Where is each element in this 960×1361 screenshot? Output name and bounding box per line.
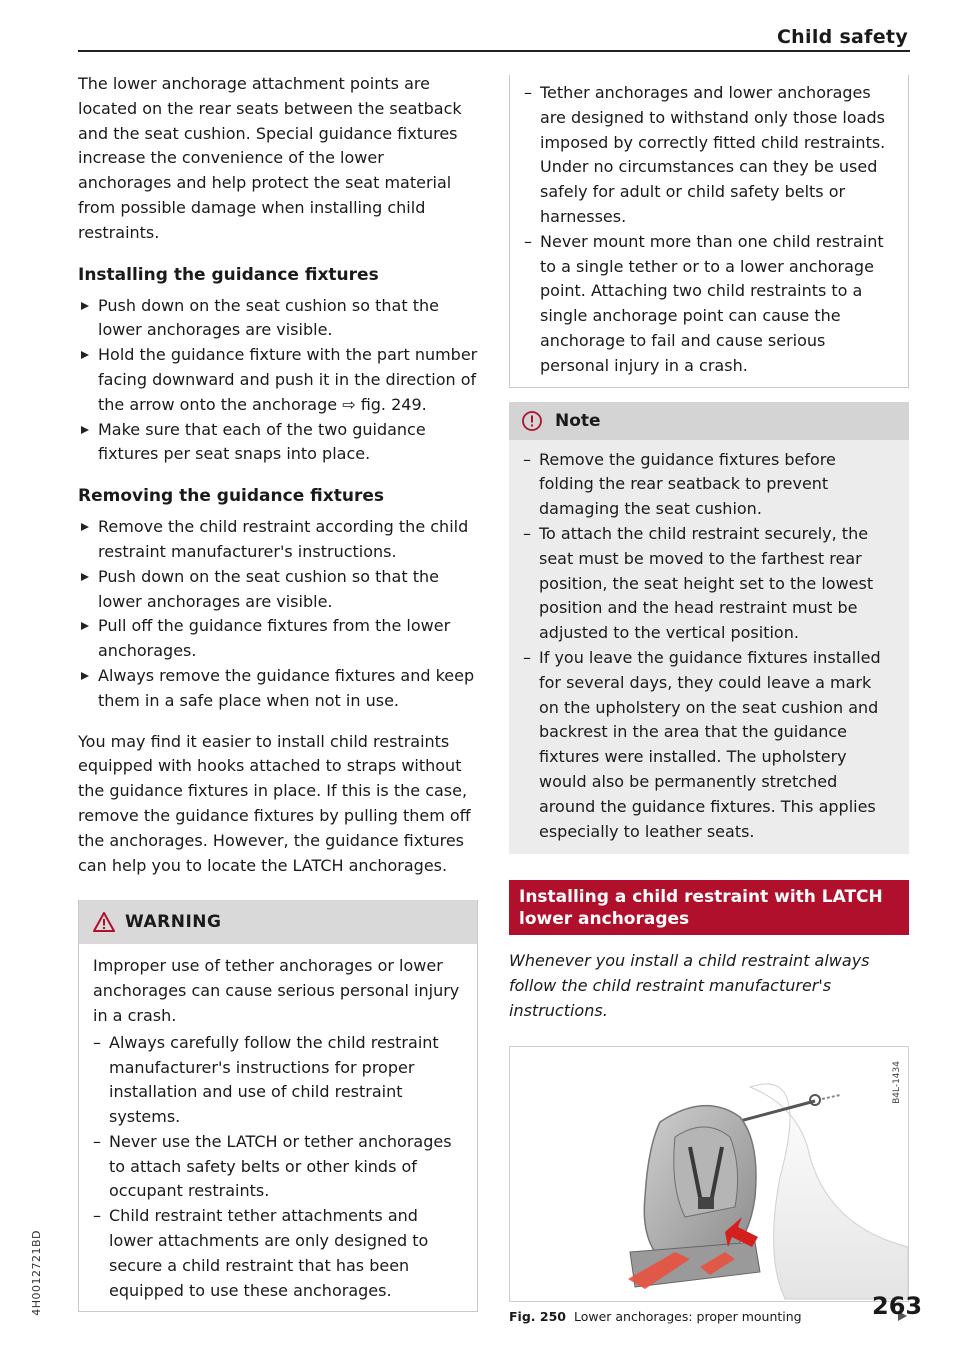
latch-paragraph: You may find it easier to install child restraints equipped with hooks attached to straps without the guidance fixtures in place. If this is the case, remove the guidance fixtures by pulling them off the anchorages. However, the guidance fixtures can help you to locate the LATCH anchorages.: [78, 731, 471, 875]
warning-triangle-icon: [93, 912, 115, 932]
step-item: Push down on the seat cushion so that the lower anchorages are visible.: [78, 565, 478, 615]
note-body: [509, 440, 909, 855]
warning-box: [78, 900, 478, 1312]
warning-item: – Tether anchorages and lower anchorages are designed to withstand only those loads imposed by correctly fitted child restraints. Under no circumstances can they be used safely for adult or child safety belts or harnesses.: [524, 81, 894, 230]
warning-list: [93, 1031, 463, 1304]
note-box: [509, 402, 909, 855]
warning-continued-box: [509, 75, 909, 388]
figure-250: [509, 1046, 909, 1302]
warning-header: [79, 900, 477, 944]
note-item: – To attach the child restraint securely, the seat must be moved to the farthest rear position, the seat height set to the lowest position and the head restraint must be adjusted to the vertical position.: [523, 522, 895, 646]
figure-label: Fig. 250: [509, 1308, 566, 1324]
section-intro: Whenever you install a child restraint always follow the child restraint manufacturer's instructions.: [509, 951, 870, 1020]
warning-title: WARNING: [125, 912, 222, 933]
removing-heading: Removing the guidance fixtures: [78, 486, 384, 507]
left-column: [78, 72, 478, 1312]
warning-item: – Never mount more than one child restraint to a single tether or to a lower anchorage point. Attaching two child restraints to a single anchorage point can cause the anchorage to fail and cause serious personal injury in a crash.: [524, 230, 894, 379]
step-item: Hold the guidance fixture with the part number facing downward and push it in the direction of the arrow onto the anchorage ⇨ fig. 249.: [78, 343, 478, 417]
document-code: 4H0012721BD: [30, 1230, 43, 1316]
note-circle-icon: [521, 410, 543, 432]
step-item: Always remove the guidance fixtures and keep them in a safe place when not in use.: [78, 664, 478, 714]
child-seat-illustration: [510, 1047, 908, 1301]
warning-item: – Child restraint tether attachments and lower attachments are only designed to secure a child restraint that has been equipped to use these anchorages.: [93, 1204, 463, 1303]
step-item: Push down on the seat cushion so that the lower anchorages are visible.: [78, 294, 478, 344]
page-number: 263: [872, 1292, 923, 1320]
warning-item: – Always carefully follow the child restraint manufacturer's instructions for proper installation and use of child restraint systems.: [93, 1031, 463, 1130]
step-item: Remove the child restraint according the child restraint manufacturer's instructions.: [78, 515, 478, 565]
note-header: [509, 402, 909, 440]
header-rule: [78, 50, 910, 52]
page-header-title: Child safety: [776, 26, 908, 48]
intro-paragraph: The lower anchorage attachment points are located on the rear seats between the seatback and the seat cushion. Special guidance fixtures increase the convenience of the lower anchorages and help protect the seat material from possible damage when installing child restraints.: [78, 74, 462, 242]
section-heading: Installing a child restraint with LATCH lower anchorages: [509, 880, 909, 935]
note-item: – If you leave the guidance fixtures installed for several days, they could leave a mark on the upholstery on the seat cushion and backrest in the area that the guidance fixtures were installed. The upholstery would also be permanently stretched around the guidance fixtures. This applies especially to leather seats.: [523, 646, 895, 844]
note-item: – Remove the guidance fixtures before folding the rear seatback to prevent damaging the seat cushion.: [523, 448, 895, 522]
figure-caption-text: Lower anchorages: proper mounting: [573, 1308, 802, 1324]
installing-heading: Installing the guidance fixtures: [78, 264, 379, 285]
step-item: Make sure that each of the two guidance fixtures per seat snaps into place.: [78, 418, 478, 468]
warning-intro: Improper use of tether anchorages or lower anchorages can cause serious personal injury in a crash.: [93, 956, 460, 1025]
right-column: [509, 75, 909, 1324]
warning-item: – Never use the LATCH or tether anchorages to attach safety belts or other kinds of occupant restraints.: [93, 1130, 463, 1204]
figure-caption: [509, 1309, 909, 1324]
installing-steps: [78, 294, 478, 468]
note-title: Note: [555, 410, 601, 431]
figure-id: B4L-1434: [892, 1060, 902, 1104]
removing-steps: [78, 515, 478, 713]
note-list: [523, 448, 895, 845]
warning-continued-list: [524, 81, 894, 379]
step-item: Pull off the guidance fixtures from the lower anchorages.: [78, 614, 478, 664]
warning-body: [79, 944, 477, 1311]
